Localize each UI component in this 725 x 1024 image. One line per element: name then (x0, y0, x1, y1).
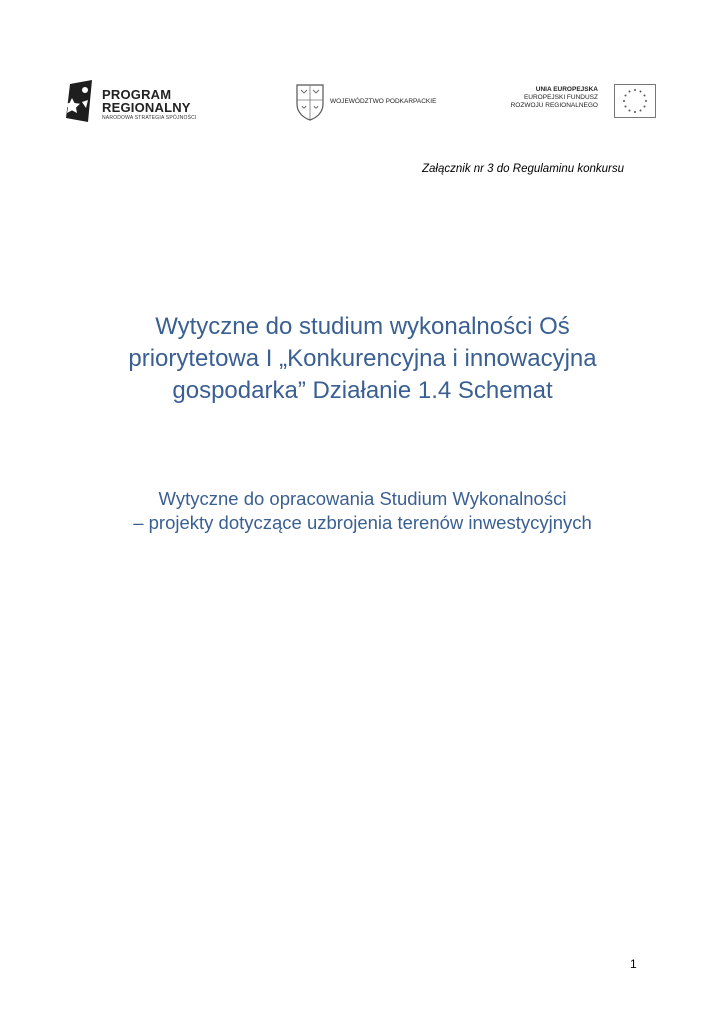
document-subtitle (40, 487, 685, 535)
program-regionalny-logo-icon (62, 78, 100, 126)
eu-text-block (511, 86, 598, 110)
eu-line2: EUROPEJSKI FUNDUSZ (523, 94, 598, 101)
program-logo-line1: PROGRAM (102, 87, 172, 102)
subtitle-line-1: Wytyczne do opracowania Studium Wykonalności (158, 488, 567, 509)
program-logo-line2: REGIONALNY (102, 100, 191, 115)
program-logo-line3: NARODOWA STRATEGIA SPÓJNOŚCI (102, 115, 197, 121)
eu-line1: UNIA EUROPEJSKA (535, 86, 598, 93)
program-regionalny-logo (62, 78, 212, 126)
voivodeship-label: WOJEWÓDZTWO PODKARPACKIE (330, 98, 437, 105)
annex-label: Załącznik nr 3 do Regulaminu konkursu (422, 163, 624, 175)
page-number: 1 (630, 957, 637, 971)
title-line-2: priorytetowa I „Konkurencyjna i innowacyjna (128, 345, 597, 372)
subtitle-line-2: – projekty dotyczące uzbrojenia terenów inwestycyjnych (133, 512, 592, 533)
podkarpackie-crest-icon (294, 82, 326, 122)
eu-line3: ROZWOJU REGIONALNEGO (510, 102, 598, 109)
voivodeship-logo (294, 82, 469, 122)
eu-logo (480, 84, 660, 124)
title-line-3: gospodarka” Działanie 1.4 Schemat (172, 377, 553, 404)
document-title (60, 311, 665, 407)
eu-flag-icon (614, 84, 656, 118)
title-line-1: Wytyczne do studium wykonalności Oś (155, 313, 570, 340)
